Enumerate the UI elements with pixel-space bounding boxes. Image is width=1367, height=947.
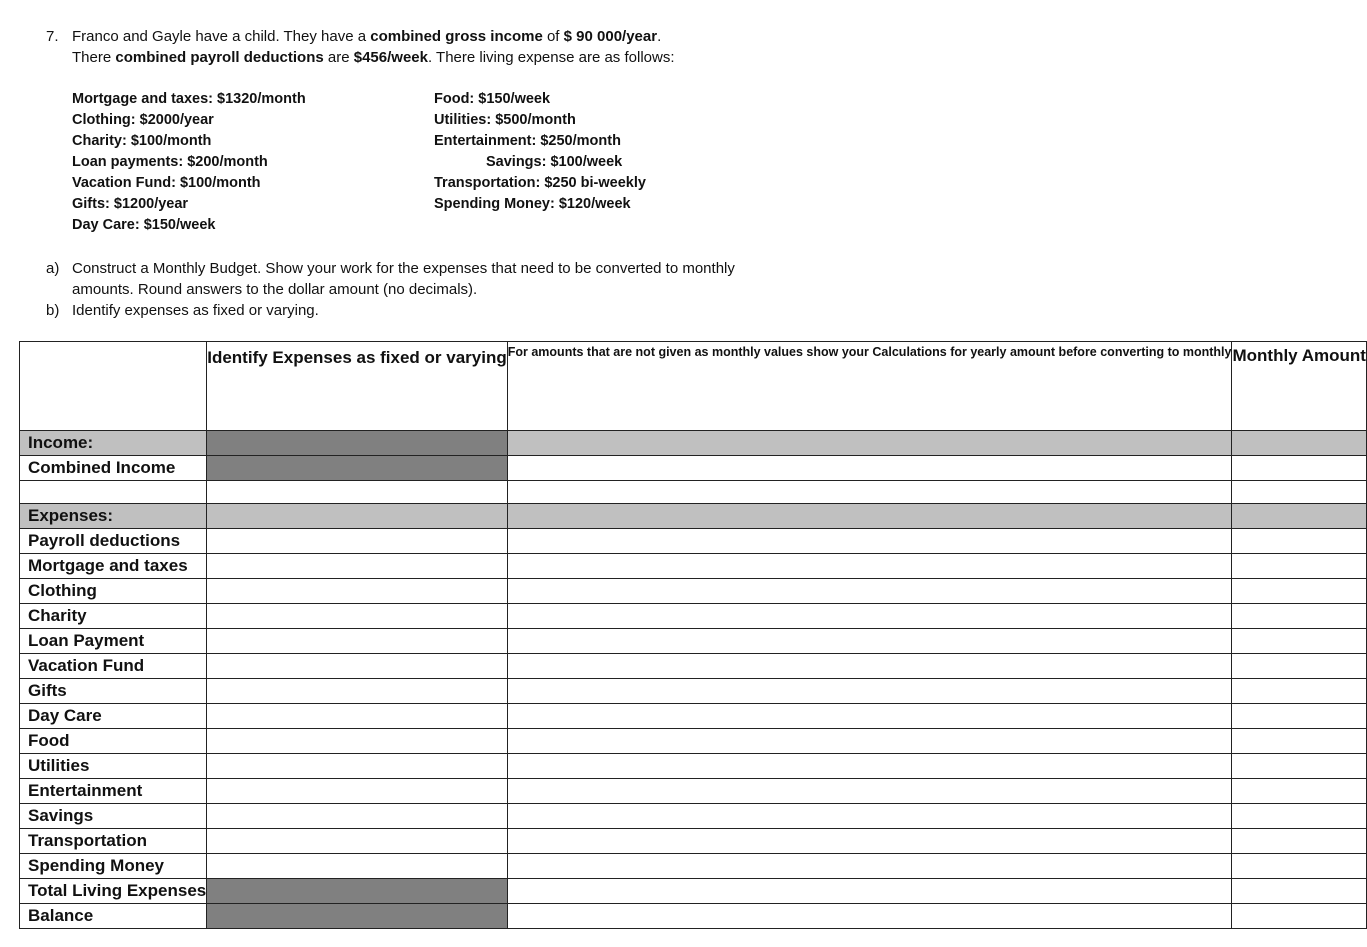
fixed-varying-cell[interactable] — [207, 804, 508, 829]
table-row — [20, 804, 1367, 829]
amount-cell[interactable] — [1232, 654, 1366, 679]
header-monthly-amount — [1232, 342, 1366, 431]
question-parts — [46, 258, 746, 321]
calc-cell[interactable] — [507, 554, 1232, 579]
question-text-segment: of — [542, 28, 564, 45]
amount-cell[interactable] — [1232, 854, 1366, 879]
fixed-varying-cell[interactable] — [207, 679, 508, 704]
table-cell — [207, 504, 508, 529]
balance-row — [20, 904, 1367, 929]
income-amount: $ 90 000/year — [563, 28, 658, 45]
expense-item: Utilities: $500/month — [434, 112, 576, 128]
table-row — [20, 529, 1367, 554]
fixed-varying-cell[interactable] — [207, 629, 508, 654]
amount-cell[interactable] — [1232, 829, 1366, 854]
expense-item: Entertainment: $250/month — [434, 133, 621, 149]
table-row — [20, 779, 1367, 804]
calc-cell[interactable] — [507, 604, 1232, 629]
expense-item: Food: $150/week — [434, 91, 551, 107]
total-row — [20, 879, 1367, 904]
part-label: b) — [46, 302, 60, 319]
row-label: Payroll deductions — [20, 529, 207, 554]
question-text-segment: . There living expense are as follows: — [427, 49, 675, 66]
expense-list-left — [72, 89, 306, 236]
table-cell — [507, 431, 1232, 456]
calc-cell[interactable] — [507, 529, 1232, 554]
fixed-varying-cell[interactable] — [207, 604, 508, 629]
calc-cell[interactable] — [507, 904, 1232, 929]
expense-item: Vacation Fund: $100/month — [72, 175, 261, 191]
calc-cell[interactable] — [507, 879, 1232, 904]
combined-income-term: combined gross income — [370, 28, 543, 45]
table-row — [20, 679, 1367, 704]
expense-item: Clothing: $2000/year — [72, 112, 214, 128]
table-cell — [507, 504, 1232, 529]
amount-cell[interactable] — [1232, 679, 1366, 704]
expense-item: Charity: $100/month — [72, 133, 212, 149]
table-row — [20, 456, 1367, 481]
part-label: a) — [46, 260, 60, 277]
row-label: Gifts — [20, 679, 207, 704]
table-row — [20, 579, 1367, 604]
fixed-varying-cell[interactable] — [207, 729, 508, 754]
fixed-varying-cell[interactable] — [207, 854, 508, 879]
row-label: Income: — [20, 431, 207, 456]
table-row — [20, 729, 1367, 754]
calc-cell[interactable] — [507, 456, 1232, 481]
part-text: Construct a Monthly Budget. Show your work for the expenses that need to be converted to monthly amounts. Round answers to the dollar amount (no decimals). — [72, 260, 735, 298]
row-label: Transportation — [20, 829, 207, 854]
header-text: For amounts that are not given as monthly values show your Calculations for yearly amount before converting to monthly — [507, 345, 1232, 359]
payroll-amount: $456/week — [353, 49, 428, 66]
row-label: Entertainment — [20, 779, 207, 804]
budget-table — [19, 341, 1367, 929]
question-text-segment: are — [323, 49, 354, 66]
row-label: Vacation Fund — [20, 654, 207, 679]
amount-cell[interactable] — [1232, 904, 1366, 929]
amount-cell[interactable] — [1232, 754, 1366, 779]
row-label: Day Care — [20, 704, 207, 729]
table-cell — [207, 481, 508, 504]
header-text: Identify Expenses as fixed or varying — [207, 348, 507, 367]
row-label: Total Living Expenses — [20, 879, 207, 904]
amount-cell[interactable] — [1232, 554, 1366, 579]
amount-cell[interactable] — [1232, 779, 1366, 804]
header-text: Monthly Amount — [1232, 346, 1366, 365]
shaded-cell — [207, 879, 508, 904]
header-empty-cell — [20, 342, 207, 431]
row-label: Food — [20, 729, 207, 754]
question-number: 7. — [46, 28, 59, 45]
amount-cell[interactable] — [1232, 629, 1366, 654]
expense-item: Day Care: $150/week — [72, 217, 216, 233]
fixed-varying-cell[interactable] — [207, 829, 508, 854]
part-text: Identify expenses as fixed or varying. — [72, 302, 319, 319]
table-cell — [1232, 481, 1366, 504]
table-row — [20, 654, 1367, 679]
expense-item: Savings: $100/week — [486, 154, 623, 170]
table-cell — [20, 481, 207, 504]
row-label: Charity — [20, 604, 207, 629]
amount-cell[interactable] — [1232, 729, 1366, 754]
question-text-segment: . — [657, 28, 662, 45]
amount-cell[interactable] — [1232, 604, 1366, 629]
fixed-varying-cell[interactable] — [207, 704, 508, 729]
table-row — [20, 554, 1367, 579]
fixed-varying-cell[interactable] — [207, 554, 508, 579]
table-cell — [1232, 504, 1366, 529]
fixed-varying-cell[interactable] — [207, 654, 508, 679]
header-fixed-varying — [207, 342, 508, 431]
calc-cell[interactable] — [507, 779, 1232, 804]
calc-cell[interactable] — [507, 804, 1232, 829]
spacer-row — [20, 481, 1367, 504]
table-row — [20, 604, 1367, 629]
calc-cell[interactable] — [507, 629, 1232, 654]
expense-item: Gifts: $1200/year — [72, 196, 189, 212]
amount-cell[interactable] — [1232, 529, 1366, 554]
table-row — [20, 829, 1367, 854]
row-label: Expenses: — [20, 504, 207, 529]
table-row — [20, 854, 1367, 879]
question-text — [72, 26, 752, 68]
row-label: Spending Money — [20, 854, 207, 879]
table-row — [20, 704, 1367, 729]
calc-cell[interactable] — [507, 729, 1232, 754]
calc-cell[interactable] — [507, 704, 1232, 729]
amount-cell[interactable] — [1232, 579, 1366, 604]
calc-cell[interactable] — [507, 829, 1232, 854]
shaded-cell — [207, 904, 508, 929]
expenses-section-row — [20, 504, 1367, 529]
row-label: Balance — [20, 904, 207, 929]
table-cell — [507, 481, 1232, 504]
part-b — [46, 300, 746, 321]
amount-cell[interactable] — [1232, 879, 1366, 904]
row-label: Mortgage and taxes — [20, 554, 207, 579]
calc-cell[interactable] — [507, 654, 1232, 679]
expense-item: Loan payments: $200/month — [72, 154, 268, 170]
fixed-varying-cell[interactable] — [207, 579, 508, 604]
row-label: Loan Payment — [20, 629, 207, 654]
shaded-cell — [207, 431, 508, 456]
table-row — [20, 754, 1367, 779]
part-a — [46, 258, 746, 300]
amount-cell[interactable] — [1232, 456, 1366, 481]
expense-item: Transportation: $250 bi-weekly — [434, 175, 646, 191]
calc-cell[interactable] — [507, 579, 1232, 604]
row-label: Utilities — [20, 754, 207, 779]
fixed-varying-cell[interactable] — [207, 779, 508, 804]
question-text-segment: There — [72, 49, 116, 66]
shaded-cell — [207, 456, 508, 481]
table-cell — [1232, 431, 1366, 456]
table-row — [20, 629, 1367, 654]
payroll-deductions-term: combined payroll deductions — [115, 49, 324, 66]
question-text-segment: Franco and Gayle have a child. They have a — [72, 28, 371, 45]
expense-item: Spending Money: $120/week — [434, 196, 631, 212]
expense-list-right — [434, 89, 646, 215]
row-label: Clothing — [20, 579, 207, 604]
calc-cell[interactable] — [507, 854, 1232, 879]
amount-cell[interactable] — [1232, 804, 1366, 829]
row-label: Savings — [20, 804, 207, 829]
amount-cell[interactable] — [1232, 704, 1366, 729]
calc-cell[interactable] — [507, 679, 1232, 704]
income-section-row — [20, 431, 1367, 456]
header-row — [20, 342, 1367, 431]
calc-cell[interactable] — [507, 754, 1232, 779]
row-label: Combined Income — [20, 456, 207, 481]
fixed-varying-cell[interactable] — [207, 529, 508, 554]
expense-item: Mortgage and taxes: $1320/month — [72, 91, 306, 107]
header-calculations — [507, 342, 1232, 431]
fixed-varying-cell[interactable] — [207, 754, 508, 779]
